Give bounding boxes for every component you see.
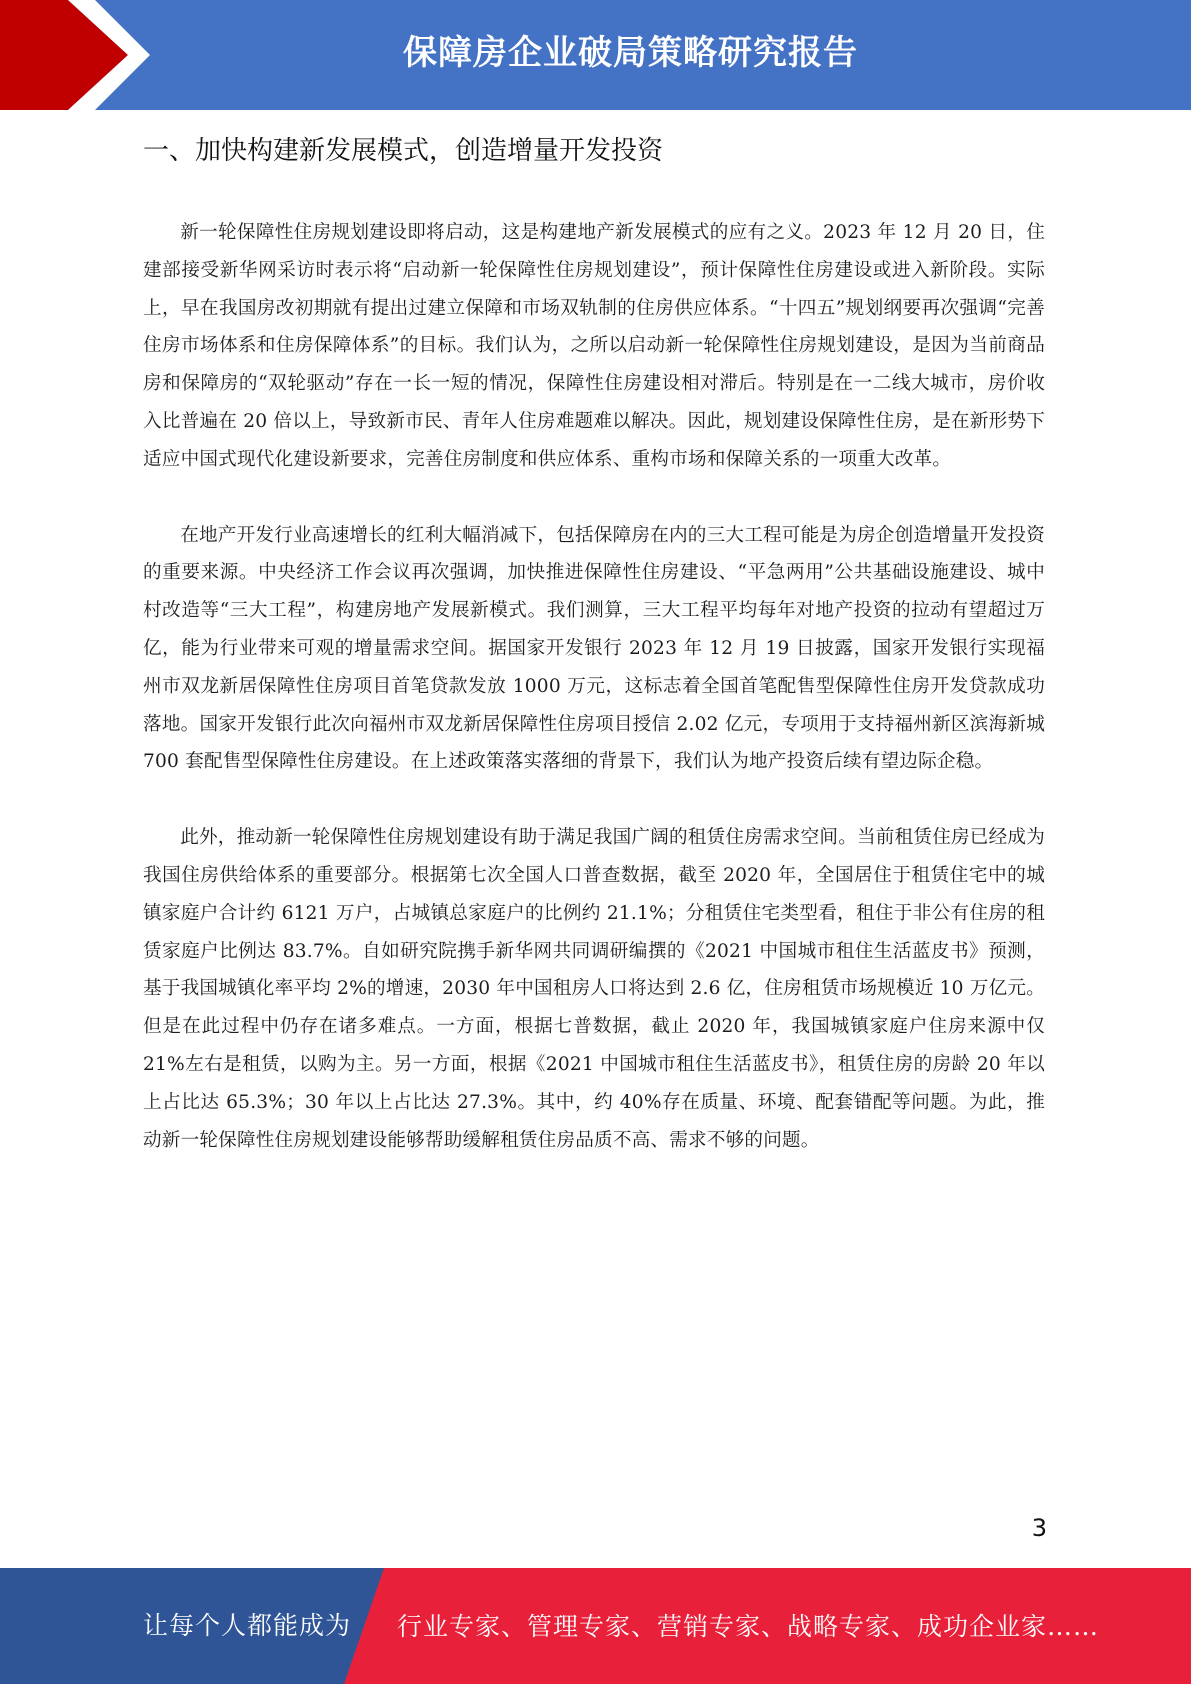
paragraph-1: 新一轮保障性住房规划建设即将启动，这是构建地产新发展模式的应有之义。2023 年 12 月 20 日，住建部接受新华网采访时表示将“启动新一轮保障性住房规划建设”，预计保障性住房建设或进入新阶段。实际上，早在我国房改初期就有提出过建立保障和市场双轨制的住房供应体系。“十四五”规划纲要再次强调“完善住房市场体系和住房保障体系”的目标。我们认为，之所以启动新一轮保障性住房规划建设，是因为当前商品房和保障房的“双轮驱动”存在一长一短的情况，保障性住房建设相对滞后。特别是在一二线大城市，房价收入比普遍在 20 倍以上，导致新市民、青年人住房难题难以解决。因此，规划建设保障性住房，是在新形势下适应中国式现代化建设新要求，完善住房制度和供应体系、重构市场和保障关系的一项重大改革。 [143,222,1045,470]
paragraph-3: 此外，推动新一轮保障性住房规划建设有助于满足我国广阔的租赁住房需求空间。当前租赁住房已经成为我国住房供给体系的重要部分。根据第七次全国人口普查数据，截至 2020 年，全国居住于租赁住宅中的城镇家庭户合计约 6121 万户，占城镇总家庭户的比例约 21.1%；分租赁住宅类型看，租住于非公有住房的租赁家庭户比例达 83.7%。自如研究院携手新华网共同调研编撰的《2021 中国城市租住生活蓝皮书》预测，基于我国城镇化率平均 2%的增速，2030 年中国租房人口将达到 2.6 亿，住房租赁市场规模近 10 万亿元。但是在此过程中仍存在诸多难点。一方面，根据七普数据，截止 2020 年，我国城镇家庭户住房来源中仅 21%左右是租赁，以购为主。另一方面，根据《2021 中国城市租住生活蓝皮书》，租赁住房的房龄 20 年以上占比达 65.3%；30 年以上占比达 27.3%。其中，约 40%存在质量、环境、配套错配等问题。为此，推动新一轮保障性住房规划建设能够帮助缓解租赁住房品质不高、需求不够的问题。 [143,827,1045,1151]
main-content [143,128,1045,1197]
footer-banner [0,1568,1191,1684]
footer-slogan-left: 让每个人都能成为 [143,1611,352,1640]
page-number: 3 [1031,1514,1047,1542]
footer-slogan-right: 行业专家、管理专家、营销专家、战略专家、成功企业家…… [397,1612,1100,1641]
header-banner [0,0,1191,110]
report-title: 保障房企业破局策略研究报告 [403,33,858,73]
section-heading: 一、加快构建新发展模式，创造增量开发投资 [143,136,664,166]
paragraph-2: 在地产开发行业高速增长的红利大幅消减下，包括保障房在内的三大工程可能是为房企创造增量开发投资的重要来源。中央经济工作会议再次强调，加快推进保障性住房建设、“平急两用”公共基础设施建设、城中村改造等“三大工程”，构建房地产发展新模式。我们测算，三大工程平均每年对地产投资的拉动有望超过万亿，能为行业带来可观的增量需求空间。据国家开发银行 2023 年 12 月 19 日披露，国家开发银行实现福州市双龙新居保障性住房项目首笔贷款发放 1000 万元，这标志着全国首笔配售型保障性住房开发贷款成功落地。国家开发银行此次向福州市双龙新居保障性住房项目授信 2.02 亿元，专项用于支持福州新区滨海新城 700 套配售型保障性住房建设。在上述政策落实落细的背景下，我们认为地产投资后续有望边际企稳。 [143,524,1045,773]
